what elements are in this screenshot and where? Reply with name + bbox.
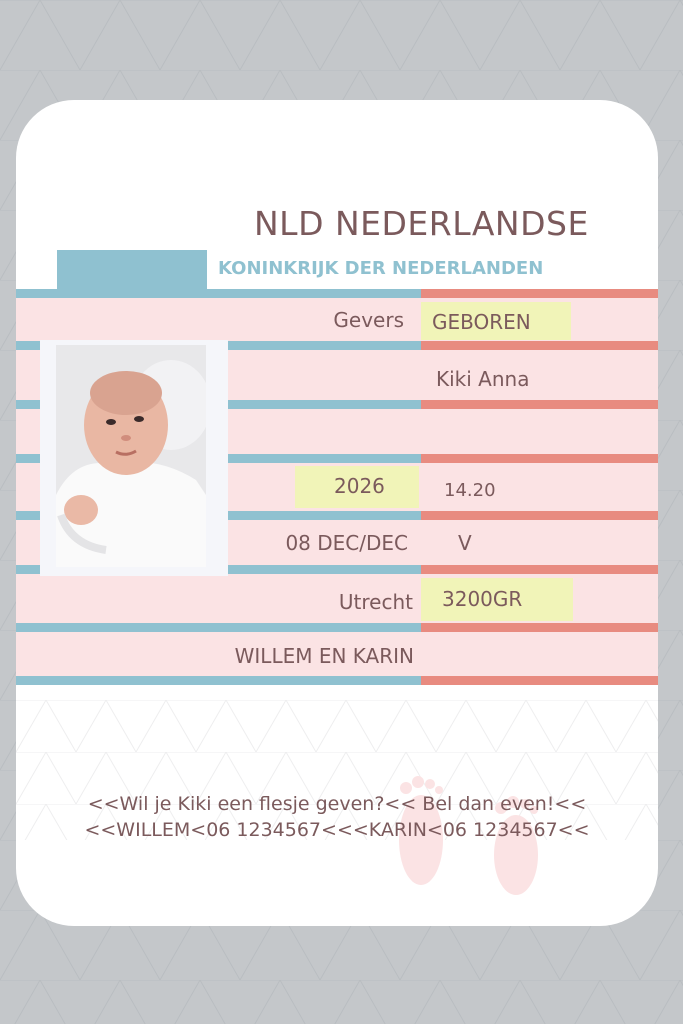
status-value: GEBOREN: [432, 310, 531, 334]
stripe-divider: [16, 623, 658, 632]
blue-tab-decoration: [57, 250, 207, 292]
given-names-value: Kiki Anna: [436, 367, 530, 391]
weight-value: 3200GR: [442, 587, 523, 611]
year-value: 2026: [334, 474, 385, 498]
mrz-line-1: <<Wil je Kiki een flesje geven?<< Bel dan even!<<: [87, 793, 587, 815]
stripe-divider: [16, 676, 658, 685]
stripe-divider: [16, 289, 658, 298]
parents-value: WILLEM EN KARIN: [234, 644, 414, 668]
baby-photo: [56, 345, 206, 567]
card-subtitle: KONINKRIJK DER NEDERLANDEN: [218, 258, 544, 279]
date-value: 08 DEC/DEC: [285, 531, 408, 555]
time-value: 14.20: [444, 480, 496, 501]
mrz-line-2: <<WILLEM<06 1234567<<<KARIN<06 1234567<<: [84, 819, 590, 841]
surname-value: Gevers: [333, 308, 404, 332]
birth-announcement-card: [16, 100, 658, 926]
sex-value: V: [458, 531, 472, 555]
card-title: NLD NEDERLANDSE: [254, 204, 589, 243]
place-value: Utrecht: [338, 590, 413, 614]
